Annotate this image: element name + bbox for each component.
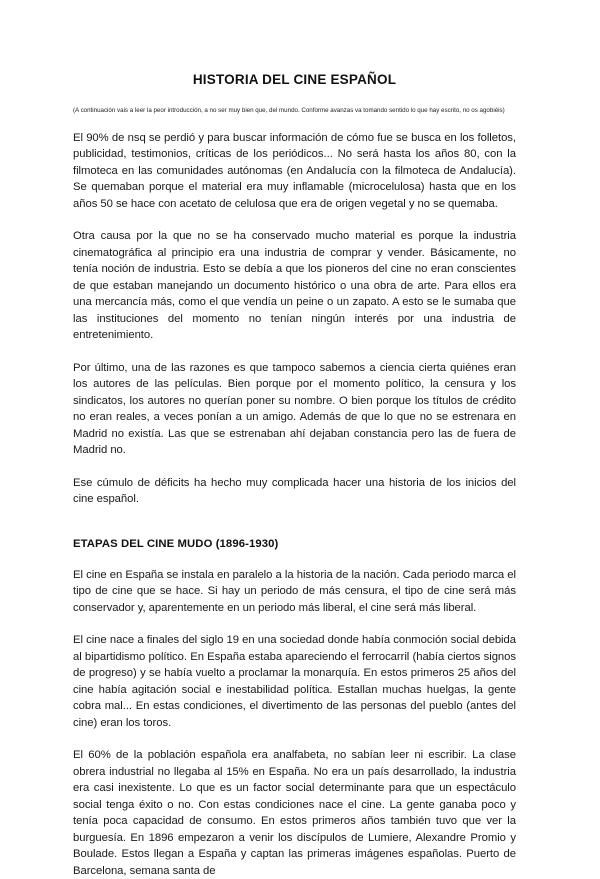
paragraph: El cine nace a finales del siglo 19 en una sociedad donde había conmoción social debida al bipartidismo político. En España estaba apareciendo el ferrocarril (había ciertos signos de progreso) y se había vuelto a proclamar la monarquía. En estos primeros 25 años del cine había agitación social e inestabilidad política. Estallan muchas huelgas, la gente cobra mal... En estas condiciones, el divertimento de las personas del pueblo (antes del cine) eran los toros. xyxy=(73,634,516,729)
paragraph: Otra causa por la que no se ha conservado mucho material es porque la industria cinematográfica al principio era una industria de comprar y vender. Básicamente, no tenía noción de industria. Esto se debía a que los pioneros del cine no eran conscientes de que estaban manejando un documento histórico o una obra de arte. Para ellos era una mercancía más, como el que vendía un peine o un zapato. A esto se le sumaba que las instituciones del momento no tenían ningún interés por una industria de entretenimiento. xyxy=(73,230,516,341)
intro-note: (A continuación vais a leer la peor introducción, a no ser muy bien que, del mundo. Conforme avanzas va tomando sentido lo que hay escrito, no os agobiéis) xyxy=(73,107,505,114)
section-heading: ETAPAS DEL CINE MUDO (1896-1930) xyxy=(73,537,279,550)
paragraph: El 90% de nsq se perdió y para buscar información de cómo fue se busca en los folletos, publicidad, testimonios, críticas de los periódicos... No será hasta los años 80, con la filmoteca en las comunidades autónomas (en Andalucía con la filmoteca de Andalucía). Se quemaban porque el material era muy inflamable (microcelulosa) hasta que en los años 50 se hace con acetato de celulosa que era de origen vegetal y no se quemaba. xyxy=(73,131,516,210)
paragraph: El cine en España se instala en paralelo a la historia de la nación. Cada periodo marca el tipo de cine que se hace. Si hay un periodo de más censura, el tipo de cine será más conservador y, aparentemente en un periodo más liberal, el cine será más liberal. xyxy=(73,568,516,614)
paragraph: Ese cúmulo de déficits ha hecho muy complicada hacer una historia de los inicios del cine español. xyxy=(73,476,516,505)
paragraph: Por último, una de las razones es que tampoco sabemos a ciencia cierta quiénes eran los autores de las películas. Bien porque por el momento político, la censura y los sindicatos, los autores no querían poner su nombre. O bien porque los títulos de crédito no eran reales, a veces ponían a un amigo. Además de que lo que no se estrenara en Madrid no existía. Las que se estrenaban ahí dejaban constancia pero las de fuera de Madrid no. xyxy=(73,361,516,456)
page-title: HISTORIA DEL CINE ESPAÑOL xyxy=(192,72,397,87)
paragraph: El 60% de la población española era analfabeta, no sabían leer ni escribir. La clase obrera industrial no llegaba al 15% en España. No era un país desarrollado, la industria era casi inexistente. Lo que es un factor social determinante para que un espectáculo social tenga éxito o no. Con estas condiciones nace el cine. La gente ganaba poco y tenía poca capacidad de consumo. En estos primeros años también tuvo que ver la burguesía. En 1896 empezaron a venir los discípulos de Lumiere, Alexandre Promio y Boulade. Estos llegan a España y captan las primeras imágenes españolas. Puerto de Barcelona, semana santa de xyxy=(73,749,516,877)
